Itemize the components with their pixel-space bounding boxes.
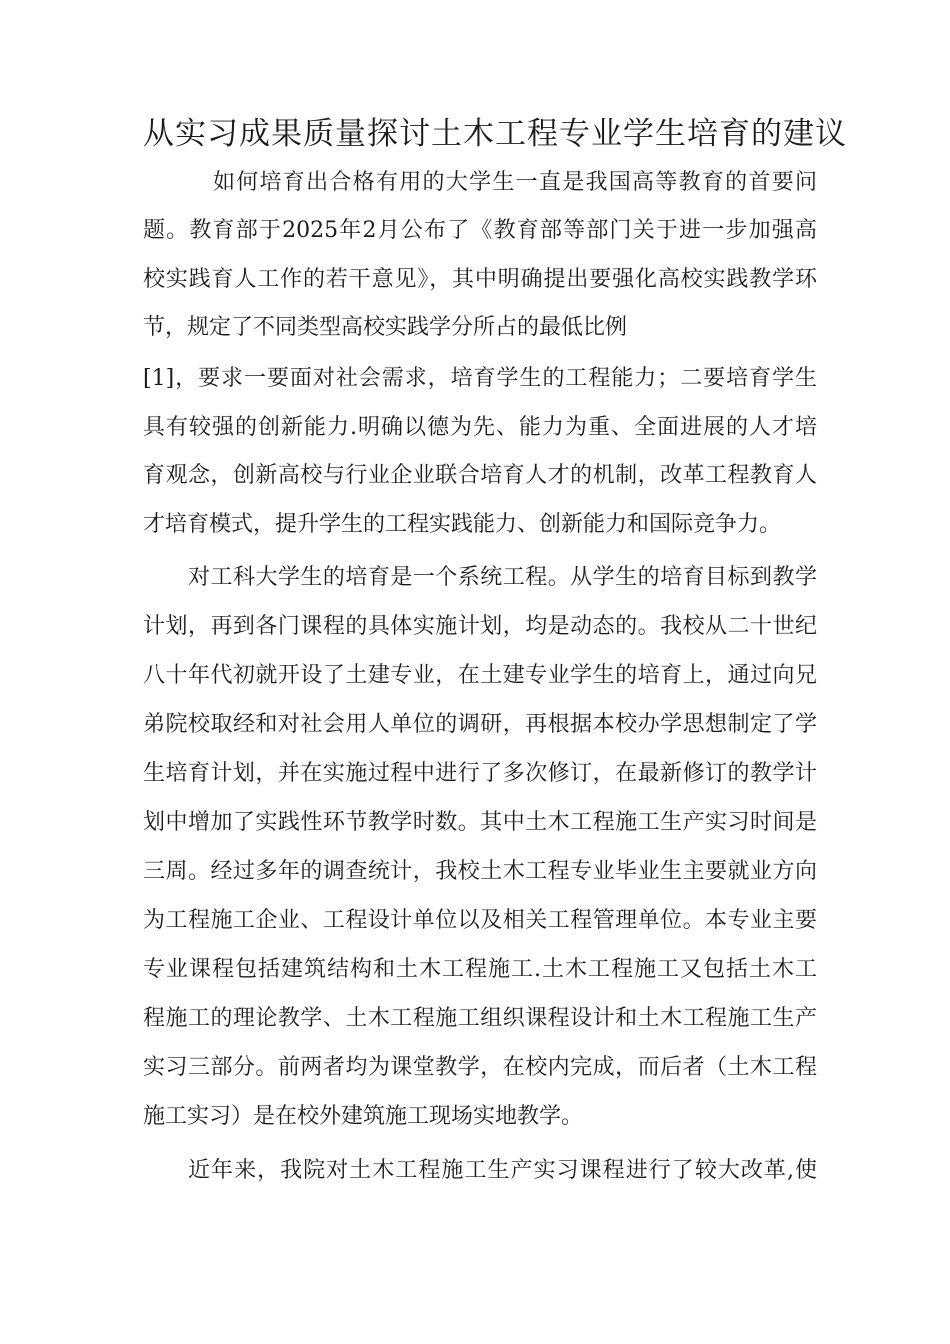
paragraph-line: 育观念，创新高校与行业企业联合培育人才的机制，改革工程教育人 (143, 463, 817, 488)
paragraph-line: 三周。经过多年的调查统计，我校土木工程专业毕业生主要就业方向 (143, 859, 817, 884)
paragraph-line: 生培育计划，并在实施过程中进行了多次修订，在最新修订的教学计 (143, 761, 817, 786)
paragraph-line: 专业课程包括建筑结构和土木工程施工.土木工程施工又包括土木工 (143, 957, 817, 982)
paragraph-line: 题。教育部于2025年2月公布了《教育部等部门关于进一步加强高 (143, 218, 817, 243)
paragraph-line: 校实践育人工作的若干意见》，其中明确提出要强化高校实践教学环 (143, 267, 817, 292)
paragraph-line: 弟院校取经和对社会用人单位的调研，再根据本校办学思想制定了学 (143, 712, 817, 737)
paragraph-line: 实习三部分。前两者均为课堂教学，在校内完成，而后者（土木工程 (143, 1055, 817, 1080)
document-title: 从实习成果质量探讨土木工程专业学生培育的建议 (143, 116, 847, 152)
paragraph-line: 近年来，我院对土木工程施工生产实习课程进行了较大改革,使 (188, 1158, 817, 1183)
paragraph-line: 节，规定了不同类型高校实践学分所占的最低比例 (143, 315, 628, 340)
paragraph-line: 划中增加了实践性环节教学时数。其中土木工程施工生产实习时间是 (143, 810, 817, 835)
paragraph-line: 计划，再到各门课程的具体实施计划，均是动态的。我校从二十世纪 (143, 614, 817, 639)
paragraph-line: 具有较强的创新能力.明确以德为先、能力为重、全面进展的人才培 (143, 415, 817, 440)
paragraph-line: 八十年代初就开设了土建专业，在土建专业学生的培育上，通过向兄 (143, 663, 817, 688)
paragraph-line: [1]，要求一要面对社会需求，培育学生的工程能力；二要培育学生 (143, 366, 817, 391)
paragraph-line: 程施工的理论教学、土木工程施工组织课程设计和土木工程施工生产 (143, 1006, 817, 1031)
paragraph-line: 为工程施工企业、工程设计单位以及相关工程管理单位。本专业主要 (143, 908, 817, 933)
paragraph-line: 对工科大学生的培育是一个系统工程。从学生的培育目标到教学 (188, 565, 817, 590)
paragraph-line: 如何培育出合格有用的大学生一直是我国高等教育的首要问 (213, 170, 817, 195)
paragraph-line: 才培育模式，提升学生的工程实践能力、创新能力和国际竞争力。 (143, 512, 782, 537)
paragraph-line: 施工实习）是在校外建筑施工现场实地教学。 (143, 1104, 584, 1129)
